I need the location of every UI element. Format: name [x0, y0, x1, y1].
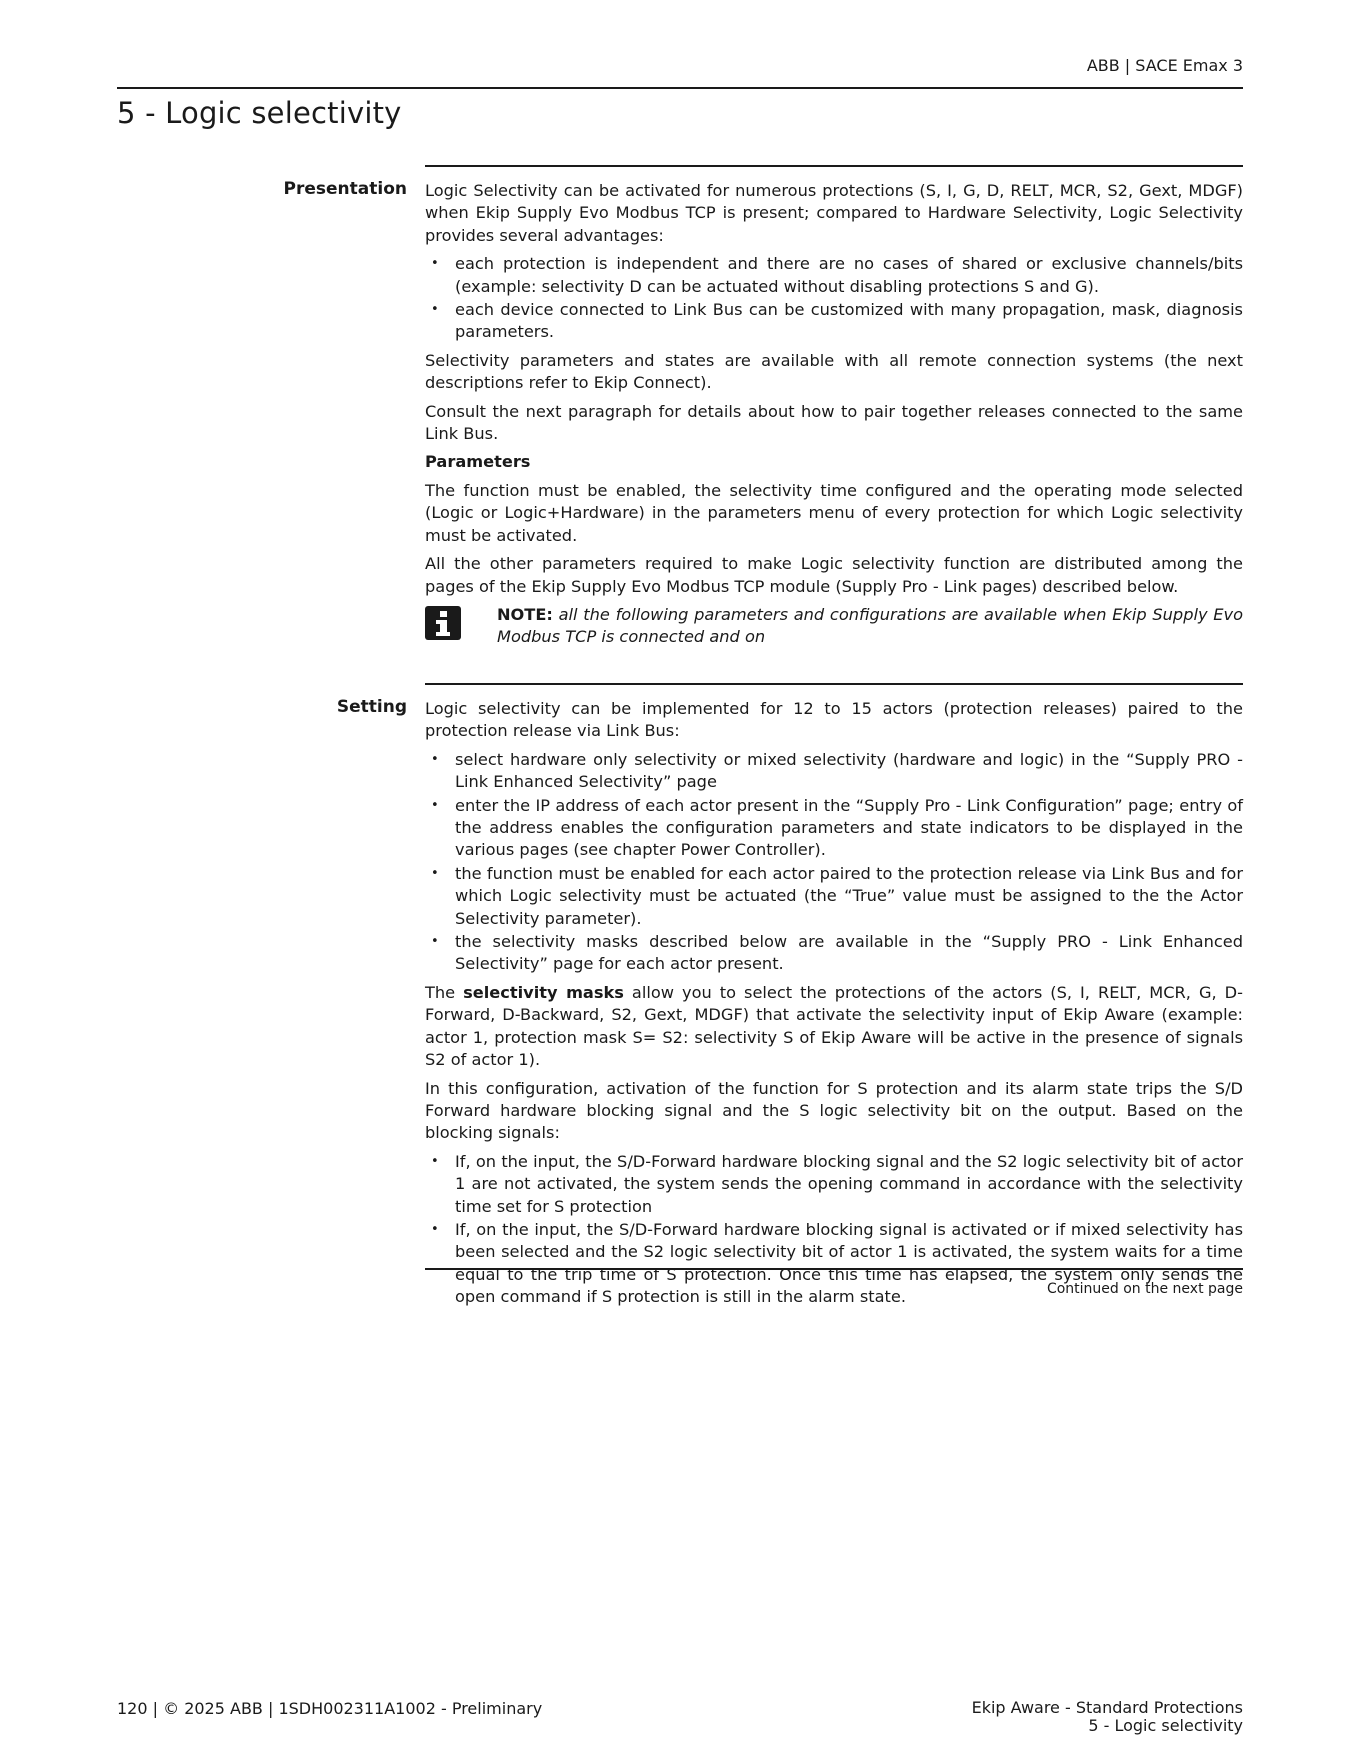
parameters-heading: Parameters — [425, 452, 531, 472]
selectivity-masks-term: selectivity masks — [463, 982, 624, 1002]
presentation-rule — [425, 165, 1243, 167]
presentation-paragraph-2: Selectivity parameters and states are available with all remote connection systems (the next descriptions refer to Ekip Connect). — [425, 350, 1243, 393]
setting-paragraph-1: Logic selectivity can be implemented for 12 to 15 actors (protection releases) paired to the protection release via Link Bus: — [425, 699, 1243, 741]
setting-label: Setting — [336, 697, 407, 717]
text-run: The — [425, 982, 464, 1002]
list-item: • enter the IP address of each actor present in the “Supply Pro - Link Configuration” page; entry of the address enables the configuration parameters and state indicators to be displayed in the various pages (see chapter Power Controller). — [425, 795, 1243, 862]
setting-bullet-list-1 — [425, 749, 1243, 976]
presentation-paragraph-5: All the other parameters required to make Logic selectivity function are distributed among the pages of the Ekip Supply Evo Modbus TCP module (Supply Pro - Link pages) described below. — [425, 554, 1243, 596]
list-item: • each device connected to Link Bus can be customized with many propagation, mask, diagnosis parameters. — [425, 299, 1243, 344]
info-icon — [425, 606, 461, 640]
footer-left: 120 | © 2025 ABB | 1SDH002311A1002 - Preliminary — [117, 1699, 543, 1718]
setting-paragraph-3: In this configuration, activation of the function for S protection and its alarm state trips the S/D Forward hardware blocking signal and the S logic selectivity bit on the output. Based on the blocking signals: — [425, 1078, 1243, 1143]
list-item: • If, on the input, the S/D-Forward hardware blocking signal and the S2 logic selectivity bit of actor 1 are not activated, the system sends the opening command in accordance with the selectivity time set for S protection — [425, 1151, 1243, 1218]
setting-body — [425, 698, 1243, 1315]
list-item: • If, on the input, the S/D-Forward hardware blocking signal is activated or if mixed selectivity has been selected and the S2 logic selectivity bit of actor 1 is activated, the system waits for a time equal to the trip time of S protection. Once this time has elapsed, the system only sends the open command if S protection is still in the alarm state. — [425, 1219, 1243, 1309]
presentation-bullet-list — [425, 253, 1243, 344]
presentation-paragraph-3: Consult the next paragraph for details about how to pair together releases connected to the same Link Bus. — [425, 401, 1243, 444]
list-item: • select hardware only selectivity or mixed selectivity (hardware and logic) in the “Supply PRO - Link Enhanced Selectivity” page — [425, 749, 1243, 794]
presentation-paragraph-1: Logic Selectivity can be activated for numerous protections (S, I, G, D, RELT, MCR, S2, Gext, MDGF) when Ekip Supply Evo Modbus TCP is present; compared to Hardware Selectivity, Logic Selectivity provides several advantages: — [425, 181, 1243, 245]
setting-bottom-rule — [425, 1268, 1243, 1270]
presentation-paragraph-4: The function must be enabled, the selectivity time configured and the operating mode selected (Logic or Logic+Hardware) in the parameters menu of every protection for which Logic selectivity must be activated. — [425, 480, 1243, 545]
footer-document-title: Ekip Aware - Standard Protections — [971, 1698, 1243, 1717]
chapter-title: 5 - Logic selectivity — [117, 96, 402, 130]
setting-paragraph-2 — [425, 982, 1243, 1072]
presentation-body — [425, 180, 1243, 649]
header-rule — [117, 87, 1243, 89]
text-run: allow you to select the protections of the actors (S, I, RELT, MCR, G, D-Forward, D-Backward, S2, Gext, MDGF) that activate the selectivity input of Ekip Aware (example: actor 1, protection mask S= S2: selectivity S of Ekip Aware will be active in the presence of signals S2 of actor 1). — [425, 982, 1243, 1070]
note-text: all the following parameters and configurations are available when Ekip Supply Evo Modbus TCP is connected and on — [497, 604, 1243, 647]
footer-chapter: 5 - Logic selectivity — [1088, 1716, 1243, 1735]
list-item: • the function must be enabled for each actor paired to the protection release via Link Bus and for which Logic selectivity must be actuated (the “True” value must be assigned to the the Actor Selectivity parameter). — [425, 863, 1243, 930]
note-box — [425, 604, 1243, 649]
footer-right — [972, 1699, 1243, 1735]
list-item: • each protection is independent and there are no cases of shared or exclusive channels/bits (example: selectivity D can be actuated without disabling protections S and G). — [425, 253, 1243, 298]
presentation-label: Presentation — [283, 179, 407, 199]
running-header: ABB | SACE Emax 3 — [1086, 56, 1243, 75]
note-label: NOTE: — [497, 604, 553, 624]
continued-note: Continued on the next page — [1046, 1281, 1243, 1297]
setting-rule — [425, 683, 1243, 685]
list-item: • the selectivity masks described below are available in the “Supply PRO - Link Enhanced Selectivity” page for each actor present. — [425, 931, 1243, 976]
